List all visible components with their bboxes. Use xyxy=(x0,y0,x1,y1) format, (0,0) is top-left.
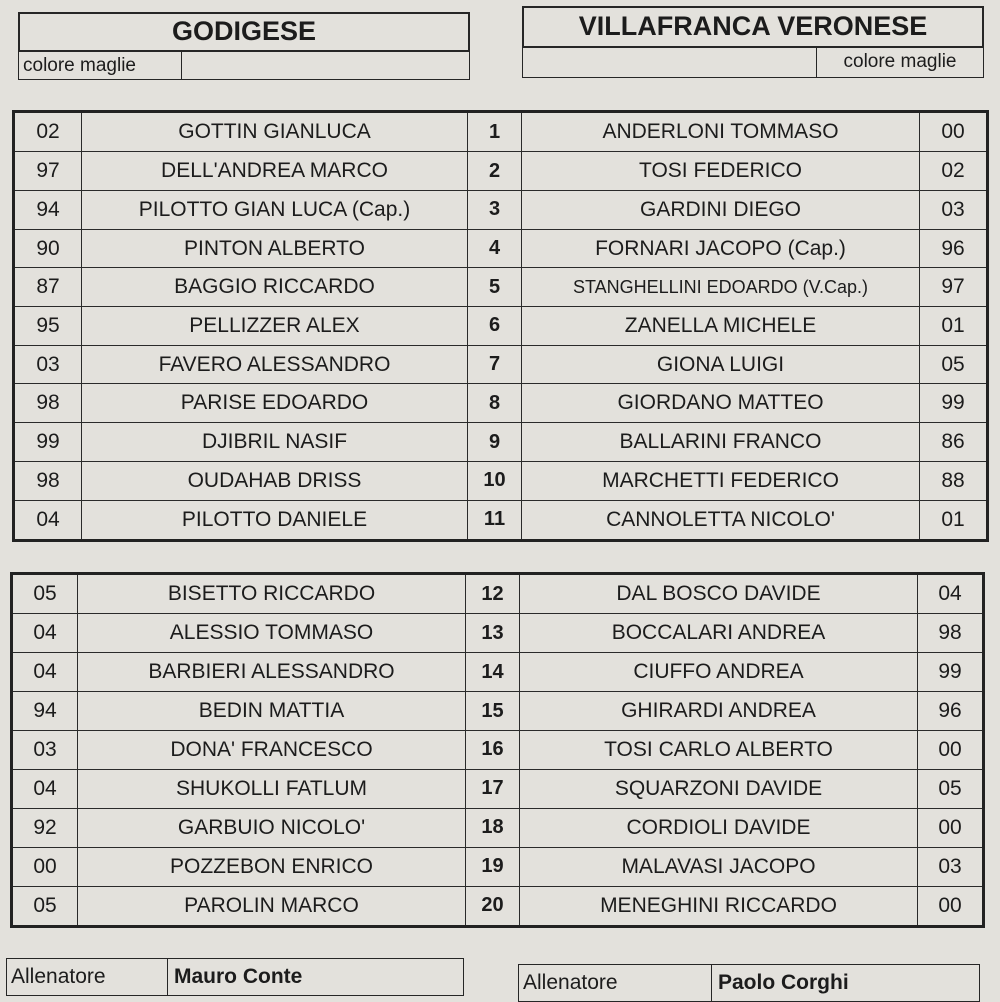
shirt-number: 11 xyxy=(468,500,522,540)
shirt-number: 15 xyxy=(466,692,520,731)
home-birth-year: 04 xyxy=(12,769,78,808)
home-birth-year: 94 xyxy=(12,692,78,731)
home-player-name: SHUKOLLI FATLUM xyxy=(78,769,466,808)
away-birth-year: 03 xyxy=(920,190,988,229)
away-coach-label: Allenatore xyxy=(523,971,618,994)
away-player-name: GIORDANO MATTEO xyxy=(522,384,920,423)
away-birth-year: 00 xyxy=(918,808,984,847)
away-player-name: TOSI CARLO ALBERTO xyxy=(520,731,918,770)
home-birth-year: 04 xyxy=(14,500,82,540)
home-player-name: POZZEBON ENRICO xyxy=(78,847,466,886)
home-player-name: DONA' FRANCESCO xyxy=(78,731,466,770)
home-shirt-color-box xyxy=(18,52,470,80)
home-birth-year: 98 xyxy=(14,384,82,423)
shirt-number: 16 xyxy=(466,731,520,770)
home-coach-box xyxy=(6,958,464,996)
home-birth-year: 87 xyxy=(14,268,82,307)
starters-row xyxy=(14,345,988,384)
away-shirt-color-box xyxy=(522,48,984,78)
shirt-number: 1 xyxy=(468,112,522,152)
away-birth-year: 05 xyxy=(920,345,988,384)
away-birth-year: 04 xyxy=(918,574,984,614)
home-player-name: BARBIERI ALESSANDRO xyxy=(78,653,466,692)
shirt-number: 13 xyxy=(466,614,520,653)
starters-row xyxy=(14,152,988,191)
home-player-name: DJIBRIL NASIF xyxy=(82,423,468,462)
home-birth-year: 95 xyxy=(14,307,82,346)
starters-row xyxy=(14,229,988,268)
shirt-number: 10 xyxy=(468,461,522,500)
shirt-number: 9 xyxy=(468,423,522,462)
away-birth-year: 02 xyxy=(920,152,988,191)
away-birth-year: 01 xyxy=(920,500,988,540)
starters-row xyxy=(14,268,988,307)
away-birth-year: 99 xyxy=(920,384,988,423)
home-birth-year: 00 xyxy=(12,847,78,886)
away-player-name: MALAVASI JACOPO xyxy=(520,847,918,886)
substitutes-row xyxy=(12,653,984,692)
away-player-name: CIUFFO ANDREA xyxy=(520,653,918,692)
home-birth-year: 90 xyxy=(14,229,82,268)
home-birth-year: 03 xyxy=(14,345,82,384)
away-player-name: SQUARZONI DAVIDE xyxy=(520,769,918,808)
substitutes-row xyxy=(12,847,984,886)
home-player-name: PARISE EDOARDO xyxy=(82,384,468,423)
shirt-number: 18 xyxy=(466,808,520,847)
away-player-name: BOCCALARI ANDREA xyxy=(520,614,918,653)
shirt-number: 7 xyxy=(468,345,522,384)
away-birth-year: 96 xyxy=(918,692,984,731)
away-player-name: GARDINI DIEGO xyxy=(522,190,920,229)
shirt-number: 3 xyxy=(468,190,522,229)
home-player-name: ALESSIO TOMMASO xyxy=(78,614,466,653)
substitutes-row xyxy=(12,731,984,770)
substitutes-row xyxy=(12,886,984,926)
away-birth-year: 97 xyxy=(920,268,988,307)
away-birth-year: 99 xyxy=(918,653,984,692)
starters-row xyxy=(14,423,988,462)
away-player-name: MARCHETTI FEDERICO xyxy=(522,461,920,500)
substitutes-row xyxy=(12,574,984,614)
home-birth-year: 02 xyxy=(14,112,82,152)
home-shirt-color-label: colore maglie xyxy=(19,52,182,79)
substitutes-row xyxy=(12,808,984,847)
away-player-name: MENEGHINI RICCARDO xyxy=(520,886,918,926)
away-birth-year: 05 xyxy=(918,769,984,808)
away-birth-year: 00 xyxy=(918,731,984,770)
away-player-name: ANDERLONI TOMMASO xyxy=(522,112,920,152)
away-shirt-color-label: colore maglie xyxy=(816,48,983,77)
home-player-name: GOTTIN GIANLUCA xyxy=(82,112,468,152)
shirt-number: 5 xyxy=(468,268,522,307)
away-birth-year: 88 xyxy=(920,461,988,500)
home-player-name: DELL'ANDREA MARCO xyxy=(82,152,468,191)
shirt-number: 17 xyxy=(466,769,520,808)
home-player-name: PAROLIN MARCO xyxy=(78,886,466,926)
away-coach-name: Paolo Corghi xyxy=(711,965,979,1001)
shirt-number: 19 xyxy=(466,847,520,886)
home-player-name: FAVERO ALESSANDRO xyxy=(82,345,468,384)
substitutes-row xyxy=(12,692,984,731)
away-birth-year: 96 xyxy=(920,229,988,268)
shirt-number: 14 xyxy=(466,653,520,692)
away-birth-year: 00 xyxy=(920,112,988,152)
shirt-number: 20 xyxy=(466,886,520,926)
home-player-name: BAGGIO RICCARDO xyxy=(82,268,468,307)
home-player-name: BISETTO RICCARDO xyxy=(78,574,466,614)
away-player-name: DAL BOSCO DAVIDE xyxy=(520,574,918,614)
away-player-name: CANNOLETTA NICOLO' xyxy=(522,500,920,540)
home-birth-year: 94 xyxy=(14,190,82,229)
away-birth-year: 98 xyxy=(918,614,984,653)
shirt-number: 12 xyxy=(466,574,520,614)
away-birth-year: 00 xyxy=(918,886,984,926)
home-birth-year: 04 xyxy=(12,653,78,692)
starters-row xyxy=(14,112,988,152)
shirt-number: 8 xyxy=(468,384,522,423)
away-player-name: CORDIOLI DAVIDE xyxy=(520,808,918,847)
home-player-name: PELLIZZER ALEX xyxy=(82,307,468,346)
away-player-name: STANGHELLINI EDOARDO (V.Cap.) xyxy=(522,268,920,307)
away-player-name: FORNARI JACOPO (Cap.) xyxy=(522,229,920,268)
substitutes-row xyxy=(12,614,984,653)
home-birth-year: 04 xyxy=(12,614,78,653)
substitutes-row xyxy=(12,769,984,808)
home-coach-label: Allenatore xyxy=(11,965,106,988)
away-player-name: GHIRARDI ANDREA xyxy=(520,692,918,731)
home-player-name: BEDIN MATTIA xyxy=(78,692,466,731)
shirt-number: 6 xyxy=(468,307,522,346)
home-birth-year: 98 xyxy=(14,461,82,500)
shirt-number: 4 xyxy=(468,229,522,268)
shirt-number: 2 xyxy=(468,152,522,191)
starters-row xyxy=(14,307,988,346)
home-birth-year: 92 xyxy=(12,808,78,847)
home-player-name: PILOTTO DANIELE xyxy=(82,500,468,540)
away-birth-year: 03 xyxy=(918,847,984,886)
home-birth-year: 99 xyxy=(14,423,82,462)
starters-row xyxy=(14,461,988,500)
away-coach-box xyxy=(518,964,980,1002)
home-player-name: OUDAHAB DRISS xyxy=(82,461,468,500)
home-birth-year: 05 xyxy=(12,574,78,614)
home-team-name: GODIGESE xyxy=(18,12,470,52)
home-coach-name: Mauro Conte xyxy=(167,959,463,995)
away-player-name: GIONA LUIGI xyxy=(522,345,920,384)
away-player-name: BALLARINI FRANCO xyxy=(522,423,920,462)
starters-row xyxy=(14,190,988,229)
starters-table xyxy=(12,110,989,542)
away-team-name: VILLAFRANCA VERONESE xyxy=(522,6,984,48)
away-birth-year: 01 xyxy=(920,307,988,346)
home-player-name: GARBUIO NICOLO' xyxy=(78,808,466,847)
home-player-name: PINTON ALBERTO xyxy=(82,229,468,268)
home-birth-year: 03 xyxy=(12,731,78,770)
starters-row xyxy=(14,384,988,423)
home-birth-year: 97 xyxy=(14,152,82,191)
substitutes-table xyxy=(10,572,985,928)
away-player-name: TOSI FEDERICO xyxy=(522,152,920,191)
starters-row xyxy=(14,500,988,540)
away-player-name: ZANELLA MICHELE xyxy=(522,307,920,346)
home-birth-year: 05 xyxy=(12,886,78,926)
away-birth-year: 86 xyxy=(920,423,988,462)
home-player-name: PILOTTO GIAN LUCA (Cap.) xyxy=(82,190,468,229)
